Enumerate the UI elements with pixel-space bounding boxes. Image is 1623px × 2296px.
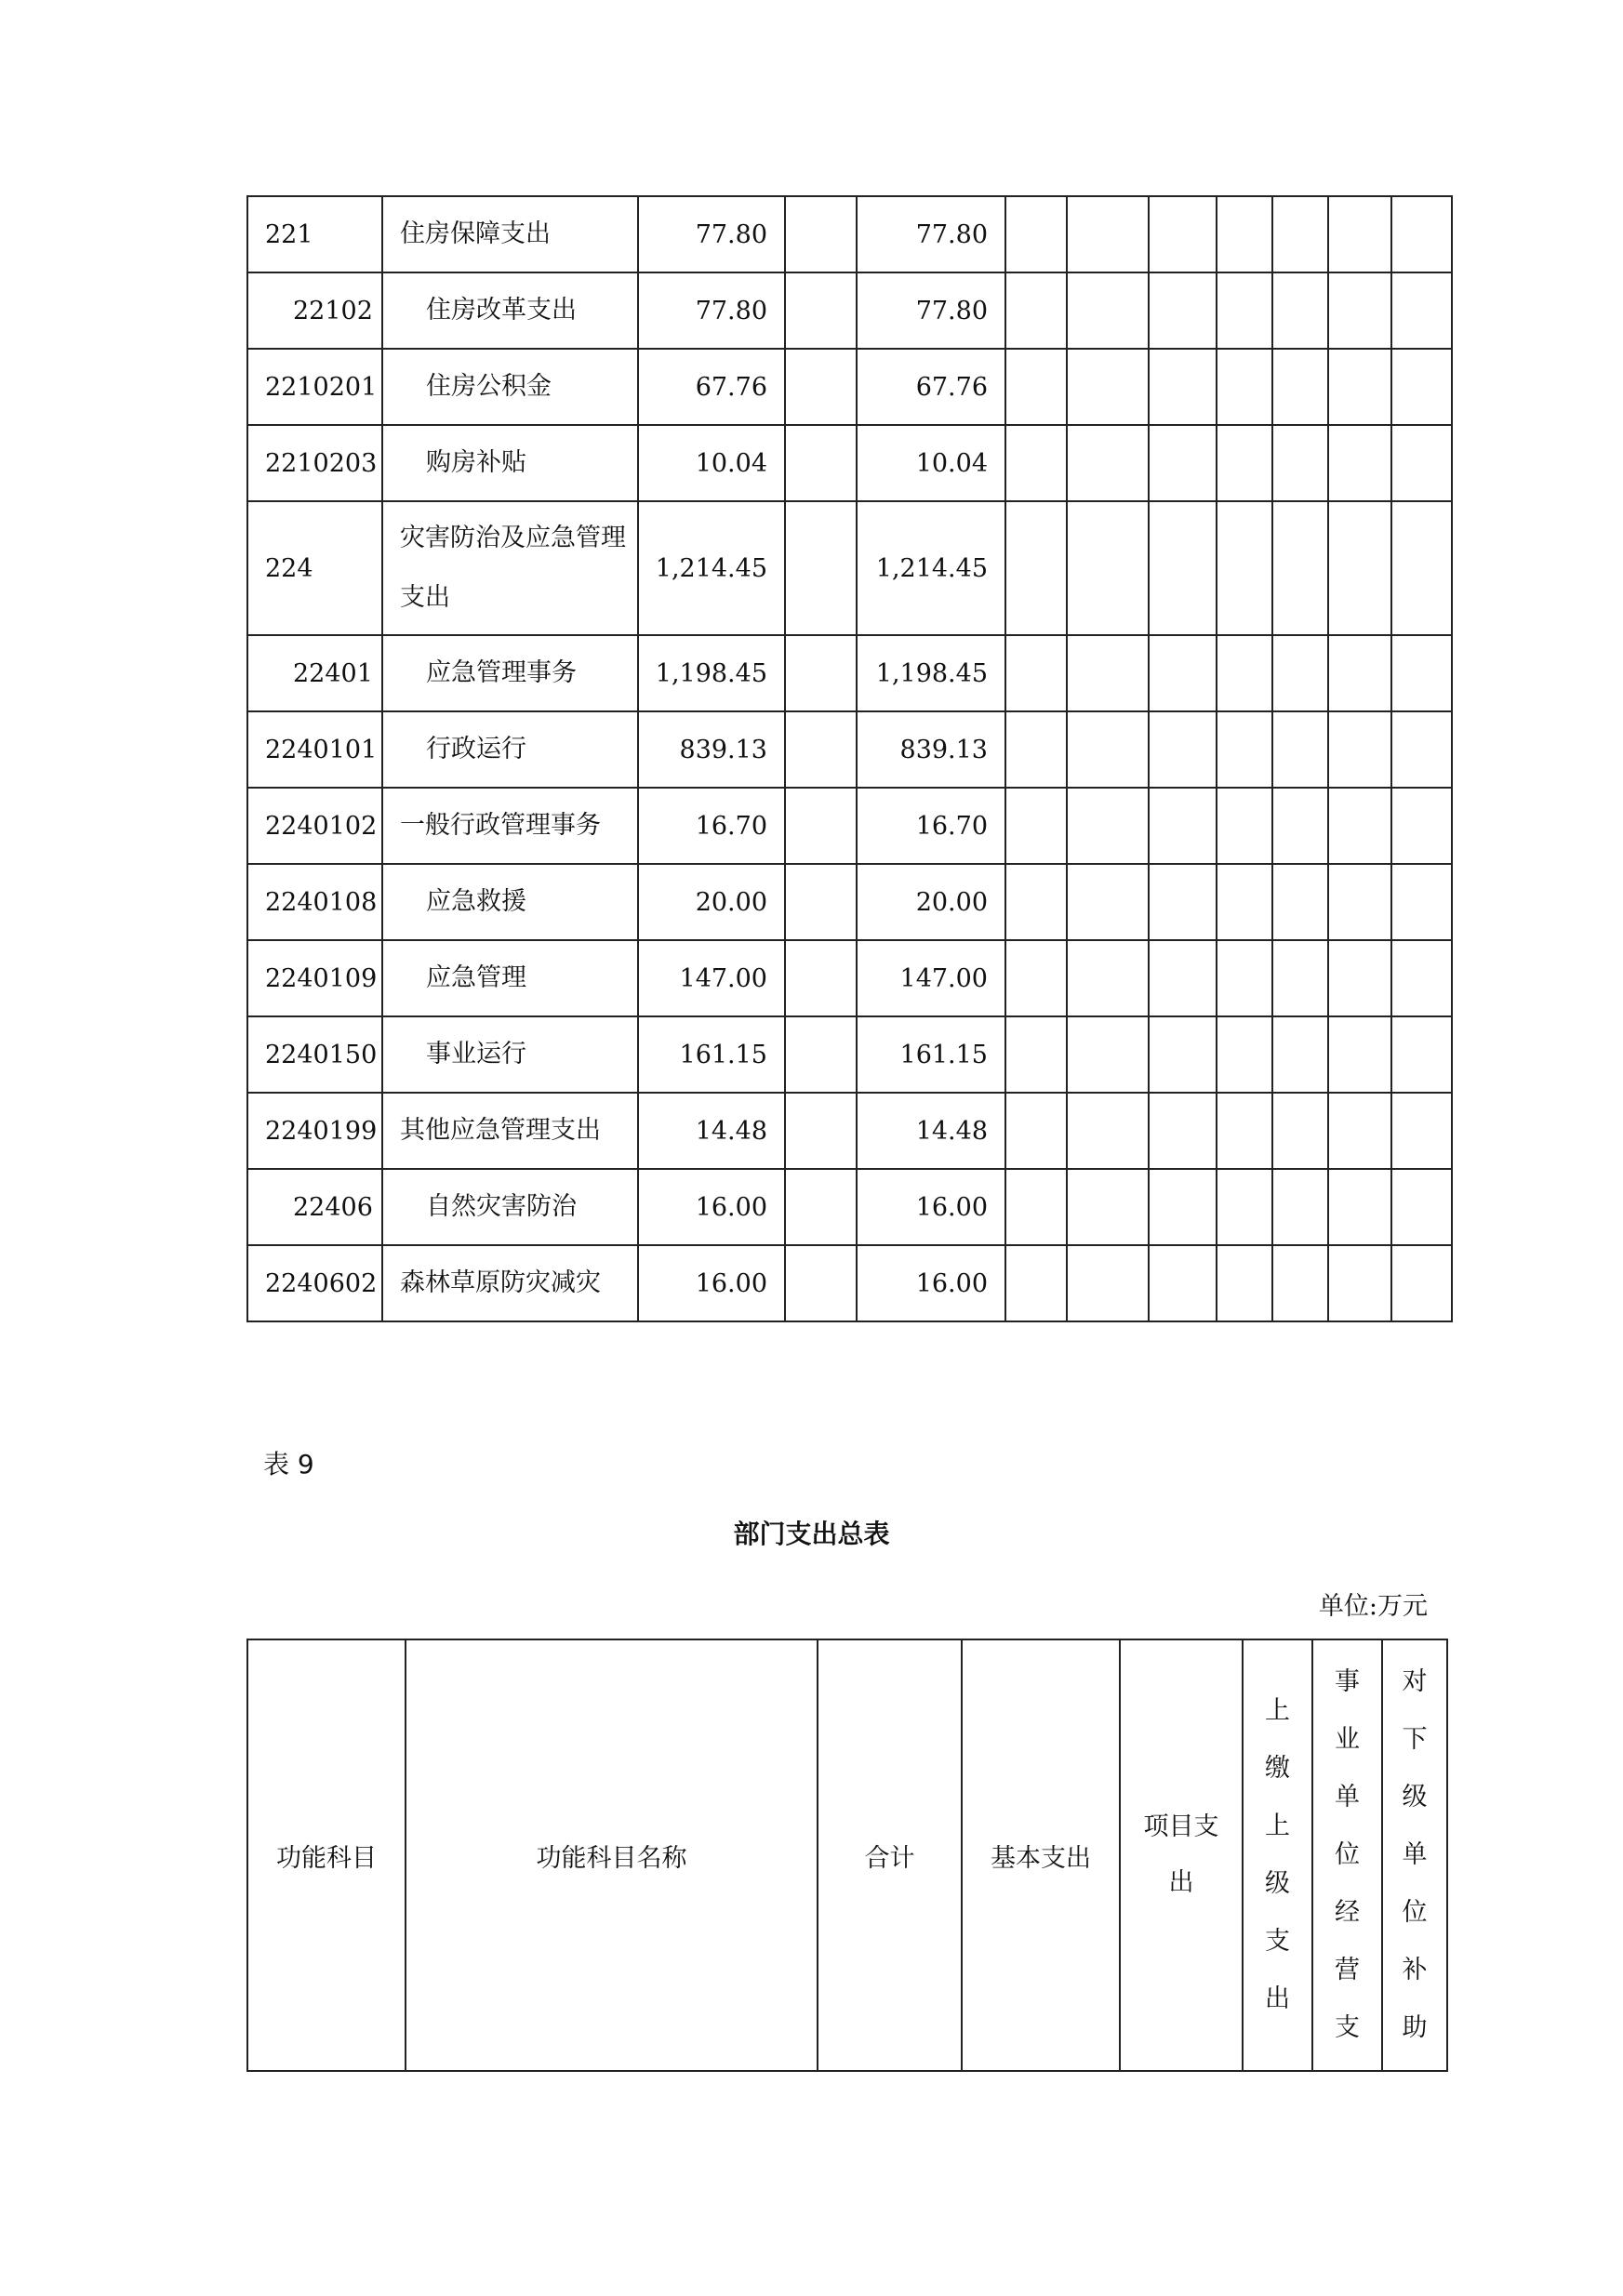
empty-cell bbox=[1272, 1245, 1328, 1321]
empty-cell bbox=[1067, 272, 1149, 349]
empty-cell bbox=[1328, 1093, 1391, 1169]
basic-cell: 839.13 bbox=[857, 711, 1005, 788]
code-cell: 22406 bbox=[247, 1169, 382, 1245]
empty-cell bbox=[1067, 501, 1149, 635]
department-expenditure-summary-table bbox=[246, 1639, 1448, 2072]
empty-cell bbox=[1391, 349, 1452, 425]
empty-cell bbox=[785, 349, 857, 425]
empty-cell bbox=[1328, 272, 1391, 349]
empty-cell bbox=[1391, 1245, 1452, 1321]
name-cell: 购房补贴 bbox=[382, 425, 638, 501]
table-row bbox=[247, 864, 1452, 940]
header-business bbox=[1312, 1639, 1382, 2071]
header-project bbox=[1120, 1639, 1243, 2071]
empty-cell bbox=[1217, 940, 1272, 1016]
empty-cell bbox=[1005, 349, 1067, 425]
empty-cell bbox=[1149, 711, 1217, 788]
empty-cell bbox=[1005, 1093, 1067, 1169]
code-cell: 2210203 bbox=[247, 425, 382, 501]
total-cell: 77.80 bbox=[638, 272, 785, 349]
empty-cell bbox=[1328, 425, 1391, 501]
empty-cell bbox=[1272, 196, 1328, 272]
header-subsidy-text: 对下级单位补助 bbox=[1402, 1667, 1428, 2042]
header-subsidy bbox=[1382, 1639, 1447, 2071]
code-cell: 2240199 bbox=[247, 1093, 382, 1169]
header-name: 功能科目名称 bbox=[406, 1639, 818, 2071]
empty-cell bbox=[1328, 864, 1391, 940]
empty-cell bbox=[1005, 196, 1067, 272]
empty-cell bbox=[1149, 1245, 1217, 1321]
empty-cell bbox=[1067, 1093, 1149, 1169]
basic-cell: 16.70 bbox=[857, 788, 1005, 864]
empty-cell bbox=[1067, 788, 1149, 864]
empty-cell bbox=[785, 635, 857, 711]
empty-cell bbox=[785, 864, 857, 940]
empty-cell bbox=[1217, 272, 1272, 349]
empty-cell bbox=[1149, 349, 1217, 425]
empty-cell bbox=[785, 711, 857, 788]
code-cell: 2210201 bbox=[247, 349, 382, 425]
code-cell: 22102 bbox=[247, 272, 382, 349]
empty-cell bbox=[1272, 1093, 1328, 1169]
empty-cell bbox=[785, 196, 857, 272]
empty-cell bbox=[785, 788, 857, 864]
empty-cell bbox=[1391, 864, 1452, 940]
basic-cell: 77.80 bbox=[857, 196, 1005, 272]
header-row bbox=[247, 1639, 1447, 2071]
empty-cell bbox=[1391, 501, 1452, 635]
basic-cell: 1,214.45 bbox=[857, 501, 1005, 635]
empty-cell bbox=[1005, 272, 1067, 349]
basic-cell: 14.48 bbox=[857, 1093, 1005, 1169]
empty-cell bbox=[1067, 196, 1149, 272]
empty-cell bbox=[1005, 425, 1067, 501]
empty-cell bbox=[1149, 425, 1217, 501]
empty-cell bbox=[1067, 1016, 1149, 1093]
empty-cell bbox=[1217, 1169, 1272, 1245]
basic-cell: 77.80 bbox=[857, 272, 1005, 349]
empty-cell bbox=[1217, 711, 1272, 788]
empty-cell bbox=[1067, 635, 1149, 711]
empty-cell bbox=[1217, 1016, 1272, 1093]
empty-cell bbox=[1005, 788, 1067, 864]
total-cell: 1,198.45 bbox=[638, 635, 785, 711]
empty-cell bbox=[1217, 196, 1272, 272]
name-cell: 应急管理 bbox=[382, 940, 638, 1016]
table-title: 部门支出总表 bbox=[733, 1519, 890, 1549]
empty-cell bbox=[785, 940, 857, 1016]
header-total: 合计 bbox=[818, 1639, 962, 2071]
name-cell: 森林草原防灾减灾 bbox=[382, 1245, 638, 1321]
total-cell: 10.04 bbox=[638, 425, 785, 501]
empty-cell bbox=[1005, 711, 1067, 788]
empty-cell bbox=[1391, 788, 1452, 864]
empty-cell bbox=[1272, 501, 1328, 635]
name-cell: 灾害防治及应急管理支出 bbox=[382, 501, 638, 635]
empty-cell bbox=[1149, 272, 1217, 349]
total-cell: 16.00 bbox=[638, 1245, 785, 1321]
name-cell: 应急管理事务 bbox=[382, 635, 638, 711]
empty-cell bbox=[1272, 711, 1328, 788]
table-row bbox=[247, 788, 1452, 864]
empty-cell bbox=[1391, 196, 1452, 272]
empty-cell bbox=[1391, 711, 1452, 788]
empty-cell bbox=[1391, 272, 1452, 349]
empty-cell bbox=[1391, 1016, 1452, 1093]
empty-cell bbox=[1328, 349, 1391, 425]
basic-cell: 161.15 bbox=[857, 1016, 1005, 1093]
table-row bbox=[247, 635, 1452, 711]
empty-cell bbox=[1149, 196, 1217, 272]
empty-cell bbox=[1217, 501, 1272, 635]
table-row bbox=[247, 711, 1452, 788]
basic-cell: 20.00 bbox=[857, 864, 1005, 940]
name-cell: 行政运行 bbox=[382, 711, 638, 788]
empty-cell bbox=[1272, 272, 1328, 349]
empty-cell bbox=[1217, 1093, 1272, 1169]
table-label: 表 9 bbox=[263, 1449, 314, 1480]
expenditure-table-continued bbox=[246, 195, 1453, 1322]
table-row bbox=[247, 501, 1452, 635]
total-cell: 77.80 bbox=[638, 196, 785, 272]
empty-cell bbox=[1391, 1169, 1452, 1245]
empty-cell bbox=[1391, 940, 1452, 1016]
name-cell: 应急救援 bbox=[382, 864, 638, 940]
total-cell: 1,214.45 bbox=[638, 501, 785, 635]
table-row bbox=[247, 1169, 1452, 1245]
code-cell: 2240602 bbox=[247, 1245, 382, 1321]
total-cell: 14.48 bbox=[638, 1093, 785, 1169]
name-cell: 一般行政管理事务 bbox=[382, 788, 638, 864]
empty-cell bbox=[1067, 349, 1149, 425]
empty-cell bbox=[1217, 864, 1272, 940]
empty-cell bbox=[1217, 349, 1272, 425]
empty-cell bbox=[1149, 501, 1217, 635]
empty-cell bbox=[1272, 635, 1328, 711]
name-cell: 住房公积金 bbox=[382, 349, 638, 425]
table-row bbox=[247, 1093, 1452, 1169]
empty-cell bbox=[1391, 635, 1452, 711]
empty-cell bbox=[1149, 1093, 1217, 1169]
empty-cell bbox=[1328, 635, 1391, 711]
empty-cell bbox=[1328, 940, 1391, 1016]
empty-cell bbox=[1149, 788, 1217, 864]
name-cell: 其他应急管理支出 bbox=[382, 1093, 638, 1169]
empty-cell bbox=[1149, 1016, 1217, 1093]
empty-cell bbox=[1005, 1169, 1067, 1245]
basic-cell: 1,198.45 bbox=[857, 635, 1005, 711]
basic-cell: 16.00 bbox=[857, 1245, 1005, 1321]
empty-cell bbox=[1149, 864, 1217, 940]
header-business-text: 事业单位经营支 bbox=[1335, 1667, 1360, 2042]
empty-cell bbox=[785, 1245, 857, 1321]
header-code: 功能科目 bbox=[247, 1639, 406, 2071]
empty-cell bbox=[1005, 1245, 1067, 1321]
empty-cell bbox=[1149, 635, 1217, 711]
table-row bbox=[247, 1016, 1452, 1093]
empty-cell bbox=[785, 1169, 857, 1245]
empty-cell bbox=[1272, 1016, 1328, 1093]
empty-cell bbox=[1005, 1016, 1067, 1093]
empty-cell bbox=[1272, 349, 1328, 425]
empty-cell bbox=[1272, 425, 1328, 501]
empty-cell bbox=[1328, 788, 1391, 864]
empty-cell bbox=[1272, 864, 1328, 940]
header-basic: 基本支出 bbox=[962, 1639, 1120, 2071]
empty-cell bbox=[1067, 1169, 1149, 1245]
total-cell: 16.00 bbox=[638, 1169, 785, 1245]
code-cell: 2240150 bbox=[247, 1016, 382, 1093]
header-project-text: 项目支出 bbox=[1143, 1812, 1219, 1897]
empty-cell bbox=[1067, 1245, 1149, 1321]
empty-cell bbox=[785, 501, 857, 635]
empty-cell bbox=[1328, 501, 1391, 635]
name-cell: 住房保障支出 bbox=[382, 196, 638, 272]
empty-cell bbox=[1005, 940, 1067, 1016]
total-cell: 147.00 bbox=[638, 940, 785, 1016]
empty-cell bbox=[1328, 711, 1391, 788]
header-upper bbox=[1243, 1639, 1312, 2071]
total-cell: 67.76 bbox=[638, 349, 785, 425]
table-row bbox=[247, 425, 1452, 501]
basic-cell: 16.00 bbox=[857, 1169, 1005, 1245]
empty-cell bbox=[1005, 501, 1067, 635]
empty-cell bbox=[1391, 425, 1452, 501]
code-cell: 2240108 bbox=[247, 864, 382, 940]
empty-cell bbox=[1067, 940, 1149, 1016]
empty-cell bbox=[785, 272, 857, 349]
total-cell: 20.00 bbox=[638, 864, 785, 940]
empty-cell bbox=[1149, 1169, 1217, 1245]
empty-cell bbox=[1217, 788, 1272, 864]
table-row bbox=[247, 196, 1452, 272]
table-row bbox=[247, 1245, 1452, 1321]
empty-cell bbox=[1217, 1245, 1272, 1321]
empty-cell bbox=[1328, 196, 1391, 272]
empty-cell bbox=[785, 1093, 857, 1169]
table-row bbox=[247, 272, 1452, 349]
empty-cell bbox=[1149, 940, 1217, 1016]
empty-cell bbox=[1067, 864, 1149, 940]
basic-cell: 147.00 bbox=[857, 940, 1005, 1016]
header-upper-text: 上缴上级支出 bbox=[1265, 1696, 1290, 2013]
empty-cell bbox=[1328, 1169, 1391, 1245]
empty-cell bbox=[1328, 1245, 1391, 1321]
empty-cell bbox=[1067, 425, 1149, 501]
empty-cell bbox=[1005, 635, 1067, 711]
total-cell: 839.13 bbox=[638, 711, 785, 788]
code-cell: 2240101 bbox=[247, 711, 382, 788]
unit-label: 单位:万元 bbox=[1318, 1592, 1428, 1621]
code-cell: 2240109 bbox=[247, 940, 382, 1016]
table-row bbox=[247, 940, 1452, 1016]
empty-cell bbox=[785, 425, 857, 501]
code-cell: 22401 bbox=[247, 635, 382, 711]
name-cell: 住房改革支出 bbox=[382, 272, 638, 349]
total-cell: 16.70 bbox=[638, 788, 785, 864]
empty-cell bbox=[1328, 1016, 1391, 1093]
code-cell: 224 bbox=[247, 501, 382, 635]
empty-cell bbox=[1005, 864, 1067, 940]
empty-cell bbox=[1217, 425, 1272, 501]
table-row bbox=[247, 349, 1452, 425]
total-cell: 161.15 bbox=[638, 1016, 785, 1093]
empty-cell bbox=[1217, 635, 1272, 711]
empty-cell bbox=[1067, 711, 1149, 788]
basic-cell: 67.76 bbox=[857, 349, 1005, 425]
basic-cell: 10.04 bbox=[857, 425, 1005, 501]
code-cell: 221 bbox=[247, 196, 382, 272]
empty-cell bbox=[1391, 1093, 1452, 1169]
empty-cell bbox=[1272, 940, 1328, 1016]
code-cell: 2240102 bbox=[247, 788, 382, 864]
empty-cell bbox=[785, 1016, 857, 1093]
empty-cell bbox=[1272, 788, 1328, 864]
name-cell: 事业运行 bbox=[382, 1016, 638, 1093]
empty-cell bbox=[1272, 1169, 1328, 1245]
name-cell: 自然灾害防治 bbox=[382, 1169, 638, 1245]
